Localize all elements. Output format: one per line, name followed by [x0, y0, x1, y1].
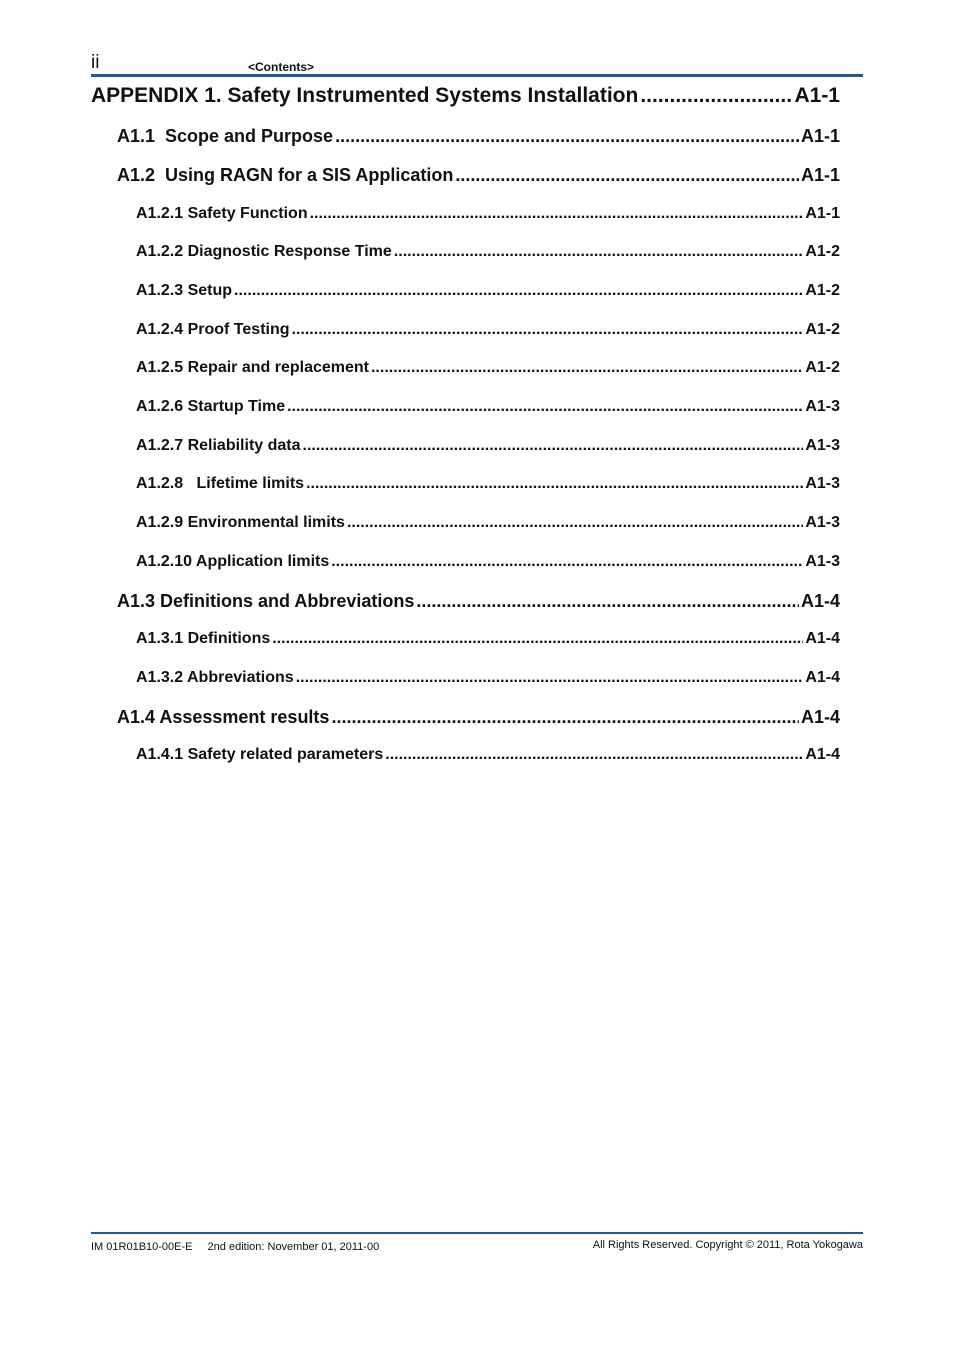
dot-leader [303, 437, 804, 455]
toc-entry-title: A1.2.4 Proof Testing [136, 321, 290, 338]
toc-entry[interactable] [91, 84, 840, 108]
toc-entry[interactable] [117, 126, 840, 147]
dot-leader [416, 591, 799, 612]
toc-entry[interactable] [136, 398, 840, 416]
toc-entry-page: A1-1 [800, 126, 840, 146]
toc-entry-page: A1-3 [805, 398, 840, 415]
dot-leader [335, 126, 799, 147]
toc-entry[interactable] [136, 514, 840, 532]
header-rule [91, 74, 863, 77]
dot-leader [292, 321, 804, 339]
footer-doc-info [91, 1241, 379, 1253]
toc-entry-page: A1-1 [800, 165, 840, 185]
toc-entry[interactable] [136, 359, 840, 377]
toc-entry-title: A1.2.9 Environmental limits [136, 514, 345, 531]
toc-entry-page: A1-4 [800, 591, 840, 611]
footer-rule [91, 1232, 863, 1234]
dot-leader [394, 243, 804, 261]
edition: 2nd edition: November 01, 2011-00 [207, 1241, 380, 1253]
toc-entry-title: A1.2.3 Setup [136, 282, 233, 299]
toc-entry-title: A1.2.10 Application limits [136, 553, 330, 570]
toc-entry[interactable] [136, 243, 840, 261]
toc-entry-page: A1-3 [805, 437, 840, 454]
toc-entry[interactable] [136, 553, 840, 571]
dot-leader [234, 282, 803, 300]
toc-entry-title: A1.1 Scope and Purpose [117, 126, 334, 146]
toc-entry-page: A1-2 [805, 243, 840, 260]
dot-leader [331, 553, 803, 571]
toc-entry-page: A1-2 [805, 321, 840, 338]
toc-entry-page: A1-3 [805, 475, 840, 492]
dot-leader [306, 475, 803, 493]
toc-entry-title: A1.3.1 Definitions [136, 630, 271, 647]
toc-entry[interactable] [136, 746, 840, 764]
toc-entry[interactable] [136, 669, 840, 687]
toc-entry-title: A1.2.8 Lifetime limits [136, 475, 305, 492]
toc-entry[interactable] [136, 321, 840, 339]
toc-entry[interactable] [117, 591, 840, 612]
page-header [91, 52, 863, 76]
dot-leader [371, 359, 803, 377]
toc-entry-page: A1-4 [800, 707, 840, 727]
dot-leader [310, 205, 804, 223]
dot-leader [455, 165, 799, 186]
toc-entry-title: A1.2.2 Diagnostic Response Time [136, 243, 392, 260]
toc-entry-title: A1.3.2 Abbreviations [136, 669, 294, 686]
dot-leader [296, 669, 804, 687]
toc-entry-title: A1.4.1 Safety related parameters [136, 746, 384, 763]
toc-entry-title: APPENDIX 1. Safety Instrumented Systems Installation [91, 84, 639, 107]
doc-id: IM 01R01B10-00E-E [91, 1241, 193, 1253]
dot-leader [331, 707, 799, 728]
toc-entry-title: A1.3 Definitions and Abbreviations [117, 591, 415, 611]
toc-entry-page: A1-2 [805, 282, 840, 299]
dot-leader [272, 630, 803, 648]
page-number: ii [91, 52, 100, 73]
toc-entry[interactable] [136, 630, 840, 648]
toc-entry[interactable] [117, 165, 840, 186]
toc-entry-page: A1-3 [805, 553, 840, 570]
section-label: <Contents> [248, 60, 315, 74]
dot-leader [287, 398, 803, 416]
toc-entry[interactable] [136, 475, 840, 493]
toc-entry-title: A1.2 Using RAGN for a SIS Application [117, 165, 454, 185]
dot-leader [385, 746, 803, 764]
dot-leader [640, 84, 792, 108]
toc-entry-page: A1-3 [805, 514, 840, 531]
toc-entry[interactable] [136, 205, 840, 223]
toc-entry-page: A1-2 [805, 359, 840, 376]
toc-entry-title: A1.2.7 Reliability data [136, 437, 301, 454]
toc-entry-title: A1.2.1 Safety Function [136, 205, 308, 222]
toc-entry-title: A1.2.6 Startup Time [136, 398, 286, 415]
dot-leader [347, 514, 803, 532]
toc-entry-page: A1-1 [805, 205, 840, 222]
toc-entry[interactable] [117, 707, 840, 728]
toc-entry-page: A1-4 [805, 669, 840, 686]
toc-entry[interactable] [136, 282, 840, 300]
toc-entry-page: A1-1 [794, 84, 840, 107]
toc-entry-page: A1-4 [805, 630, 840, 647]
toc-entry-page: A1-4 [805, 746, 840, 763]
toc-entry[interactable] [136, 437, 840, 455]
copyright: All Rights Reserved. Copyright © 2011, Rota Yokogawa [592, 1239, 863, 1251]
toc-entry-title: A1.2.5 Repair and replacement [136, 359, 369, 376]
toc-entry-title: A1.4 Assessment results [117, 707, 330, 727]
